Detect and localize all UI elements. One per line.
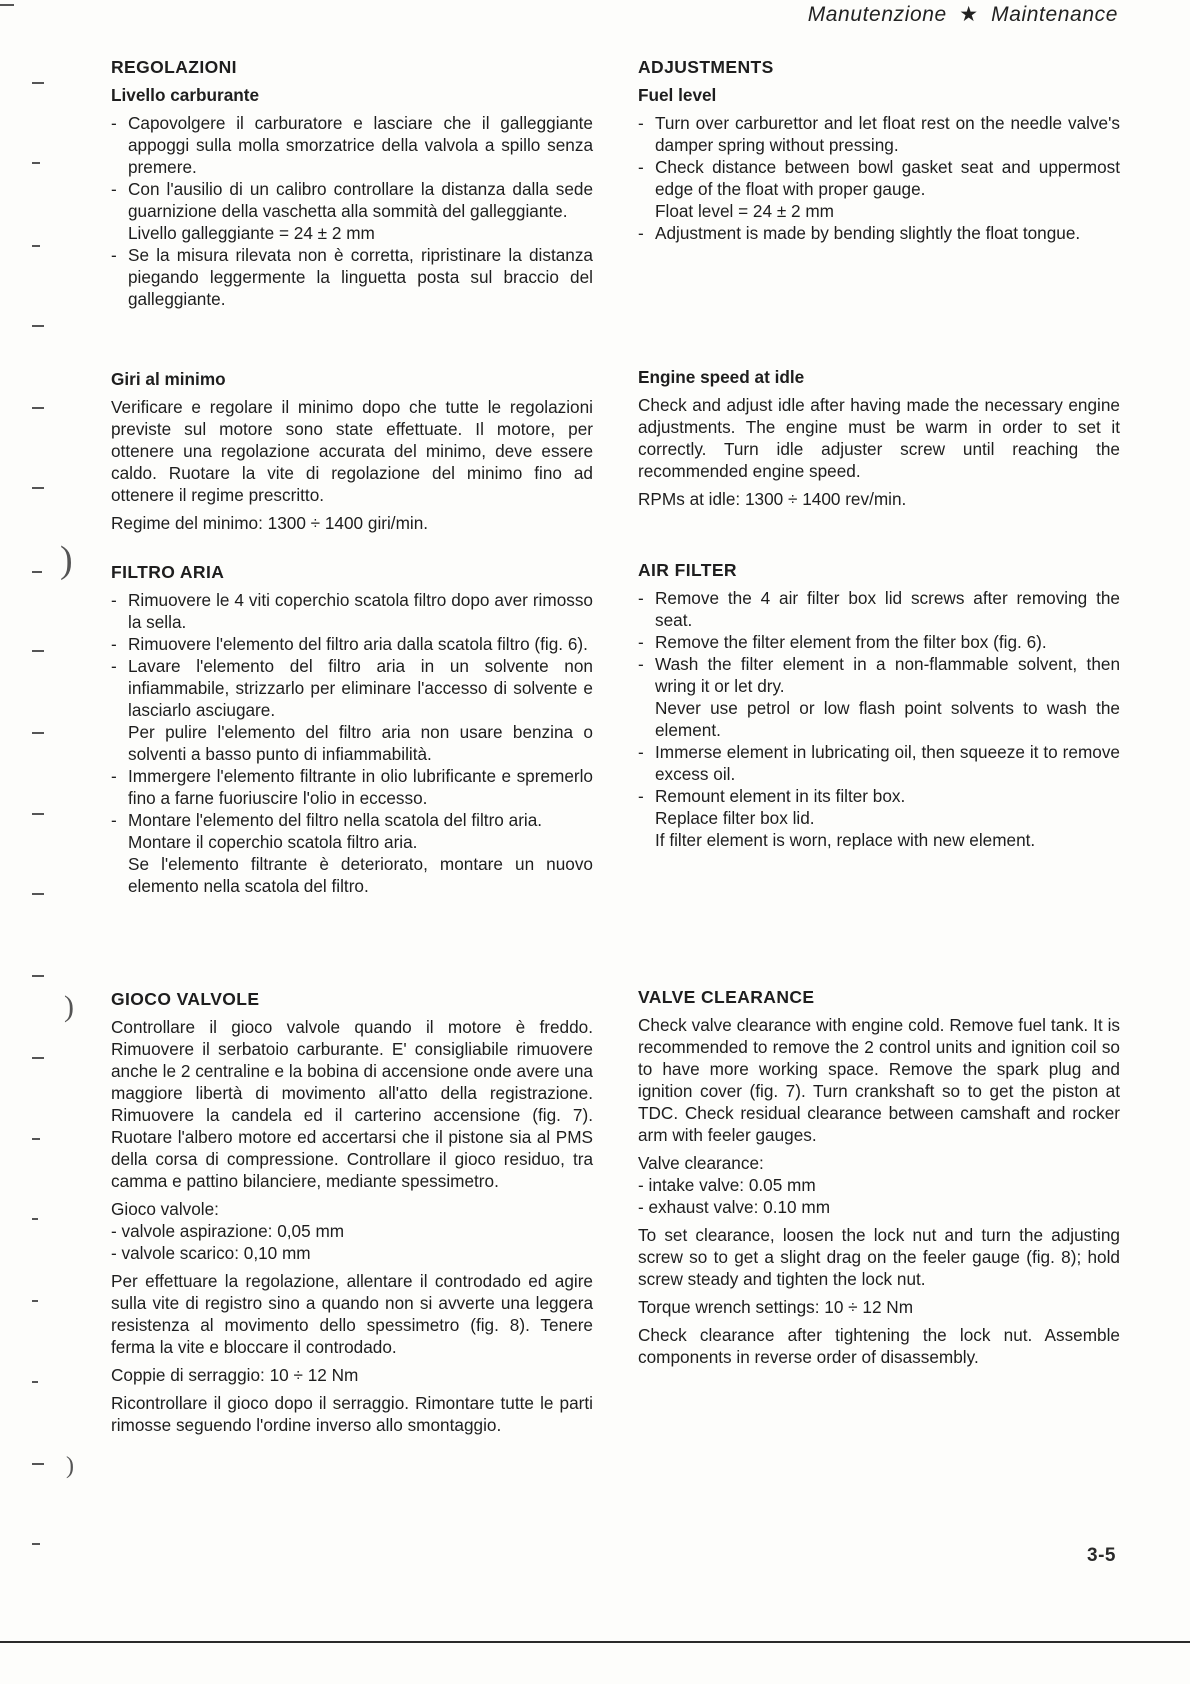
scan-bracket-mark: ) bbox=[66, 1453, 74, 1479]
scan-bracket-mark: ) bbox=[60, 539, 73, 581]
en-torque: Torque wrench settings: 10 ÷ 12 Nm bbox=[638, 1297, 914, 1317]
it-valve-title: GIOCO VALVOLE bbox=[111, 989, 260, 1009]
it-clearance-exhaust: - valvole scarico: 0,10 mm bbox=[111, 1243, 311, 1263]
it-clearance-label: Gioco valvole: bbox=[111, 1199, 219, 1219]
en-idle-text: Check and adjust idle after having made the necessary engine adjustments. The engine must be warm in order to set it correctly. Turn idle adjuster screw until reaching the recommended engine speed. bbox=[638, 395, 1120, 481]
it-final-text: Ricontrollare il gioco dopo il serraggio. Rimontare tutte le parti rimosse seguendo l'ordine inverso allo smontaggio. bbox=[111, 1393, 593, 1435]
margin-mark bbox=[32, 1057, 44, 1059]
list-item: - Lavare l'elemento del filtro aria in un solvente non infiammabile, strizzarlo per eliminare l'accesso di solvente e lasciarlo asciugare. Per pulire l'elemento del filtro aria non usare benzina o solventi a basso punto di infiammabilità. bbox=[111, 655, 593, 765]
it-valve-section bbox=[111, 988, 593, 1436]
margin-mark bbox=[32, 1218, 38, 1220]
it-valve-text: Controllare il gioco valvole quando il motore è freddo. Rimuovere il serbatoio carburante. E' consigliabile rimuovere anche le 2 centraline e la bobina di accensione onde avere una maggiore libertà di movimento all'atto della registrazione. Rimuovere la candela ed il carterino accensione (fig. 7). Ruotare l'albero motore ed accertarsi che il pistone sia al PMS della corsa di compressione. Controllare il gioco residuo, tra camma e pattino bilanciere, mediante spessimetro. bbox=[111, 1017, 593, 1191]
margin-mark bbox=[32, 82, 44, 84]
it-air-filter-section bbox=[111, 561, 593, 897]
it-lid-note: Montare il coperchio scatola filtro aria. bbox=[128, 832, 418, 852]
en-valve-section bbox=[638, 986, 1120, 1368]
it-section-title: REGOLAZIONI bbox=[111, 57, 237, 77]
it-wash-note: Per pulire l'elemento del filtro aria non usare benzina o solventi a basso punto di infiammabilità. bbox=[128, 722, 593, 764]
margin-mark bbox=[32, 245, 40, 247]
list-item: - Con l'ausilio di un calibro controllare la distanza dalla sede guarnizione della vaschetta alla sommità del galleggiante. Livello galleggiante = 24 ± 2 mm bbox=[111, 178, 593, 244]
list-item: - Immergere l'elemento filtrante in olio lubrificante e spremerlo fino a farne fuoriuscire l'olio in eccesso. bbox=[111, 765, 593, 809]
scan-bracket-mark: ) bbox=[64, 990, 74, 1023]
en-clearance-exhaust: - exhaust valve: 0.10 mm bbox=[638, 1197, 831, 1217]
en-air-filter-list bbox=[638, 587, 1120, 851]
en-fuel-level-section bbox=[638, 56, 1120, 244]
it-idle-section bbox=[111, 368, 593, 534]
en-adjust-text: To set clearance, loosen the lock nut and turn the adjusting screw so to get a slight drag on the feeler gauge (fig. 8); hold screw steady and tighten the lock nut. bbox=[638, 1225, 1120, 1289]
margin-mark bbox=[32, 1300, 38, 1302]
en-valve-title: VALVE CLEARANCE bbox=[638, 987, 815, 1007]
list-item: - Immerse element in lubricating oil, then squeeze it to remove excess oil. bbox=[638, 741, 1120, 785]
en-float-level-note: Float level = 24 ± 2 mm bbox=[655, 201, 834, 221]
list-item: - Remove the filter element from the filter box (fig. 6). bbox=[638, 631, 1120, 653]
margin-mark bbox=[32, 975, 44, 977]
running-header bbox=[808, 2, 1118, 27]
margin-mark bbox=[32, 1381, 38, 1383]
list-item: - Se la misura rilevata non è corretta, ripristinare la distanza piegando leggermente la linguetta posta sul braccio del galleggiante. bbox=[111, 244, 593, 310]
it-fuel-level-list bbox=[111, 112, 593, 310]
margin-mark bbox=[32, 813, 44, 815]
it-idle-text: Verificare e regolare il minimo dopo che tutte le regolazioni previste sul motore sono state effettuate. Il motore, per ottenere una regolazione accurata del minimo, deve essere caldo. Ruotare la vite di regolazione del minimo fino ad ottenere il regime prescritto. bbox=[111, 397, 593, 505]
it-torque: Coppie di serraggio: 10 ÷ 12 Nm bbox=[111, 1365, 359, 1385]
en-air-filter-section bbox=[638, 559, 1120, 851]
it-worn-note: Se l'elemento filtrante è deteriorato, montare un nuovo elemento nella scatola del filtro. bbox=[128, 854, 593, 896]
list-item: - Rimuovere l'elemento del filtro aria dalla scatola filtro (fig. 6). bbox=[111, 633, 593, 655]
it-idle-rpm: Regime del minimo: 1300 ÷ 1400 giri/min. bbox=[111, 513, 429, 533]
margin-mark bbox=[32, 1138, 40, 1140]
en-wash-note: Never use petrol or low flash point solvents to wash the element. bbox=[655, 698, 1120, 740]
margin-mark bbox=[32, 407, 44, 409]
list-item: - Turn over carburettor and let float rest on the needle valve's damper spring without pressing. bbox=[638, 112, 1120, 156]
en-idle-rpm: RPMs at idle: 1300 ÷ 1400 rev/min. bbox=[638, 489, 907, 509]
it-air-filter-list bbox=[111, 589, 593, 831]
list-item: - Montare l'elemento del filtro nella scatola del filtro aria. bbox=[111, 809, 593, 831]
margin-mark bbox=[32, 162, 40, 164]
list-item: - Remove the 4 air filter box lid screws after removing the seat. bbox=[638, 587, 1120, 631]
en-valve-text: Check valve clearance with engine cold. Remove fuel tank. It is recommended to remove the 2 control units and ignition coil so to have more working space. Remove the spark plug and ignition cover (fig. 7). Turn crankshaft so to get the piston at TDC. Check residual clearance between camshaft and rocker arm with feeler gauges. bbox=[638, 1015, 1120, 1145]
list-item: - Capovolgere il carburatore e lasciare che il galleggiante appoggi sulla molla smorzatrice della valvola a spillo senza premere. bbox=[111, 112, 593, 178]
en-air-filter-title: AIR FILTER bbox=[638, 560, 737, 580]
bottom-rule bbox=[0, 1641, 1190, 1643]
list-item: - Adjustment is made by bending slightly the float tongue. bbox=[638, 222, 1120, 244]
en-lid-note: Replace filter box lid. bbox=[655, 808, 815, 828]
margin-mark bbox=[32, 1463, 44, 1465]
en-fuel-level-title: Fuel level bbox=[638, 85, 717, 105]
en-idle-title: Engine speed at idle bbox=[638, 367, 805, 387]
it-adjust-text: Per effettuare la regolazione, allentare il controdado ed agire sulla vite di registro sino a quando non si avverte una leggera resistenza al movimento dello spessimetro (fig. 8). Tenere ferma la vite e bloccare il controdado. bbox=[111, 1271, 593, 1357]
en-fuel-level-list bbox=[638, 112, 1120, 244]
en-section-title: ADJUSTMENTS bbox=[638, 57, 774, 77]
it-float-level-note: Livello galleggiante = 24 ± 2 mm bbox=[128, 223, 375, 243]
en-clearance-intake: - intake valve: 0.05 mm bbox=[638, 1175, 816, 1195]
margin-mark bbox=[32, 650, 44, 652]
star-icon: ★ bbox=[959, 3, 979, 26]
it-idle-title: Giri al minimo bbox=[111, 369, 226, 389]
it-air-filter-title: FILTRO ARIA bbox=[111, 562, 225, 582]
header-italian: Manutenzione bbox=[807, 3, 947, 26]
it-clearance-intake: - valvole aspirazione: 0,05 mm bbox=[111, 1221, 345, 1241]
margin-mark bbox=[32, 1543, 40, 1545]
list-item: - Remount element in its filter box. Replace filter box lid. If filter element is worn, replace with new element. bbox=[638, 785, 1120, 851]
scan-corner-mark bbox=[0, 4, 14, 6]
margin-mark bbox=[32, 571, 42, 573]
page-number: 3-5 bbox=[1087, 1545, 1116, 1566]
en-worn-note: If filter element is worn, replace with new element. bbox=[655, 830, 1036, 850]
list-item: - Check distance between bowl gasket seat and uppermost edge of the float with proper gauge. Float level = 24 ± 2 mm bbox=[638, 156, 1120, 222]
it-fuel-level-title: Livello carburante bbox=[111, 85, 260, 105]
margin-mark bbox=[32, 487, 44, 489]
en-idle-section bbox=[638, 366, 1120, 510]
header-english: Maintenance bbox=[991, 3, 1118, 26]
margin-mark bbox=[32, 325, 44, 327]
list-item: - Rimuovere le 4 viti coperchio scatola filtro dopo aver rimosso la sella. bbox=[111, 589, 593, 633]
it-fuel-level-section bbox=[111, 56, 593, 310]
list-item: - Wash the filter element in a non-flammable solvent, then wring it or let dry. Never use petrol or low flash point solvents to wash the element. bbox=[638, 653, 1120, 741]
en-clearance-label: Valve clearance: bbox=[638, 1153, 764, 1173]
margin-mark bbox=[32, 893, 44, 895]
margin-mark bbox=[32, 732, 44, 734]
en-final-text: Check clearance after tightening the lock nut. Assemble components in reverse order of disassembly. bbox=[638, 1325, 1120, 1367]
